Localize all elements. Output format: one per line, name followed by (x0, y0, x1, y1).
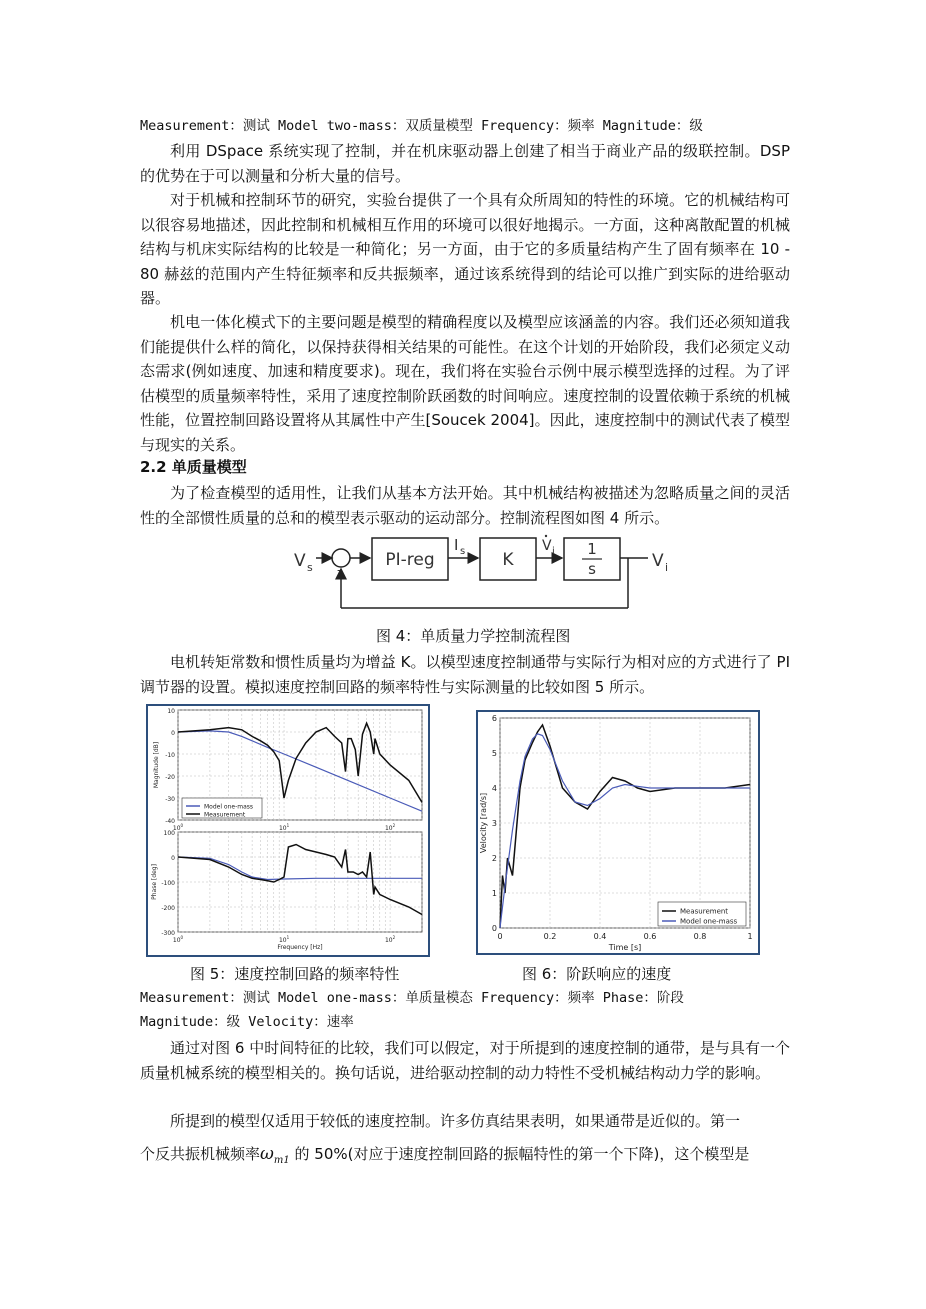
integrator-numerator: 1 (587, 540, 597, 558)
paragraph-8-start: 个反共振机械频率 (140, 1145, 261, 1163)
figure-6-frame (476, 710, 760, 955)
y-tick-label: 10 (167, 708, 175, 715)
diagram-signal-vi-sub: i (552, 546, 555, 557)
x-axis-label: Time [s] (608, 943, 642, 952)
y-axis-label: Magnitude [dB] (153, 741, 160, 789)
x-tick-label: $10^0$ (172, 823, 184, 832)
diagram-output-sub: i (665, 561, 669, 574)
x-tick-label: 0.2 (543, 932, 557, 941)
legend-entry: Measurement (680, 907, 729, 916)
y-axis-label: Phase [deg] (151, 864, 158, 900)
diagram-minus-sign: - (337, 563, 342, 577)
y-tick-label: 2 (491, 854, 497, 863)
y-tick-label: 1 (491, 889, 497, 898)
paragraph-1: 利用 DSpace 系统实现了控制，并在机床驱动器上创建了相当于商业产品的级联控制。DSP 的优势在于可以测量和分析大量的信号。 (140, 142, 790, 185)
legend-entry: Model one-mass (204, 803, 254, 811)
pi-reg-label: PI-reg (385, 550, 435, 570)
control-flow-diagram (290, 528, 680, 618)
omega-symbol: ω (260, 1144, 274, 1164)
y-tick-label: -20 (165, 774, 175, 781)
x-tick-label: $10^1$ (278, 823, 290, 832)
paragraph-8 (140, 1143, 790, 1172)
diagram-output-label: V (652, 551, 664, 571)
y-tick-label: 6 (491, 714, 497, 723)
y-tick-label: -40 (165, 818, 175, 825)
figure-5-caption: 图 5：速度控制回路的频率特性 (190, 965, 400, 983)
x-tick-label: 0 (497, 932, 503, 941)
paragraph-6: 通过对图 6 中时间特征的比较，我们可以假定，对于所提到的速度控制的通带，是与具有一个质量机械系统的模型相关的。换句话说，进给驱动控制的动力特性不受机械结构动力学的影响。 (140, 1039, 790, 1082)
paragraph-7: 所提到的模型仅适用于较低的速度控制。许多仿真结果表明，如果通带是近似的。第一 (170, 1112, 741, 1130)
y-tick-label: 0 (171, 855, 175, 862)
y-tick-label: -200 (161, 905, 175, 912)
y-tick-label: 3 (491, 819, 497, 828)
diagram-input-sub: s (307, 561, 313, 574)
paragraph-3: 机电一体化模式下的主要问题是模型的精确程度以及模型应该涵盖的内容。我们还必须知道我们能提供什么样的简化，以保持获得相关结果的可能性。在这个计划的开始阶段，我们必须定义动态需求(例如速度、加速和精度要求)。现在，我们将在实验台示例中展示模型选择的过程。为了评估模型的质量频率特性，采用了速度控制阶跃函数的时间响应。速度控制的设置依赖于系统的机械性能，位置控制回路设置将从其属性中产生[Soucek 2004]。因此，速度控制中的测试代表了模型与现实的关系。 (140, 313, 790, 454)
y-tick-label: 4 (491, 784, 497, 793)
diagram-input-label: V (294, 551, 306, 571)
y-tick-label: 0 (171, 730, 175, 737)
figure-4-caption: 图 4：单质量力学控制流程图 (376, 627, 571, 645)
figure-5-frame (146, 704, 430, 957)
y-tick-label: -10 (165, 752, 175, 759)
x-tick-label: $10^2$ (384, 935, 396, 944)
y-tick-label: -300 (161, 930, 175, 937)
x-axis-label: Frequency [Hz] (277, 944, 323, 951)
paragraph-8-end: 的 50%(对应于速度控制回路的振幅特性的第一个下降)，这个模型是 (294, 1145, 750, 1163)
legend-line-1: Measurement：测试 Model one-mass：单质量模态 Frequency：频率 Phase：阶段 (140, 990, 684, 1006)
x-tick-label: 0.4 (593, 932, 607, 941)
figure-6-caption: 图 6：阶跃响应的速度 (522, 965, 672, 983)
x-tick-label: $10^0$ (172, 935, 184, 944)
legend-line-2: Magnitude：级 Velocity：速率 (140, 1014, 354, 1030)
legend-line-top: Measurement：测试 Model two-mass：双质量模型 Frequency：频率 Magnitude：级 (140, 118, 703, 134)
y-tick-label: -30 (165, 796, 175, 803)
omega-subscript: m1 (273, 1155, 290, 1166)
paragraph-5: 电机转矩常数和惯性质量均为增益 K。以模型速度控制通带与实际行为相对应的方式进行了 PI 调节器的设置。模拟速度控制回路的频率特性与实际测量的比较如图 5 所示。 (140, 653, 790, 696)
x-tick-label: 0.6 (643, 932, 657, 941)
x-tick-label: $10^2$ (384, 823, 396, 832)
paragraph-2: 对于机械和控制环节的研究，实验台提供了一个具有众所周知的特性的环境。它的机械结构可以很容易地描述，因此控制和机械相互作用的环境可以很好地揭示。一方面，这种离散配置的机械结构与机床实际结构的比较是一种简化；另一方面，由于它的多质量结构产生了固有频率在 10 - 80 赫兹的范围内产生特征频率和反共振频率，通过该系统得到的结论可以推广到实际的进给驱动器。 (140, 191, 790, 307)
diagram-signal-is-sub: s (460, 546, 466, 557)
legend-entry: Measurement (204, 811, 246, 819)
diagram-signal-is: I (454, 536, 459, 554)
y-tick-label: 5 (491, 749, 497, 758)
y-tick-label: -100 (161, 880, 175, 887)
section-heading: 2.2 单质量模型 (140, 458, 247, 476)
legend-entry: Model one-mass (680, 917, 738, 926)
gain-k-label: K (502, 550, 514, 570)
paragraph-4: 为了检查模型的适用性，让我们从基本方法开始。其中机械结构被描述为忽略质量之间的灵活性的全部惯性质量的总和的模型表示驱动的运动部分。控制流程图如图 4 所示。 (140, 484, 790, 527)
step-response-chart (478, 712, 758, 953)
x-tick-label: 0.8 (693, 932, 707, 941)
y-tick-label: 100 (163, 830, 175, 837)
diagram-signal-vi: V (542, 538, 552, 554)
x-tick-label: $10^1$ (278, 935, 290, 944)
x-tick-label: 1 (747, 932, 753, 941)
y-tick-label: 0 (491, 924, 497, 933)
y-axis-label: Velocity [rad/s] (479, 792, 488, 854)
integrator-denominator: s (588, 560, 596, 578)
frequency-response-chart (148, 706, 428, 955)
